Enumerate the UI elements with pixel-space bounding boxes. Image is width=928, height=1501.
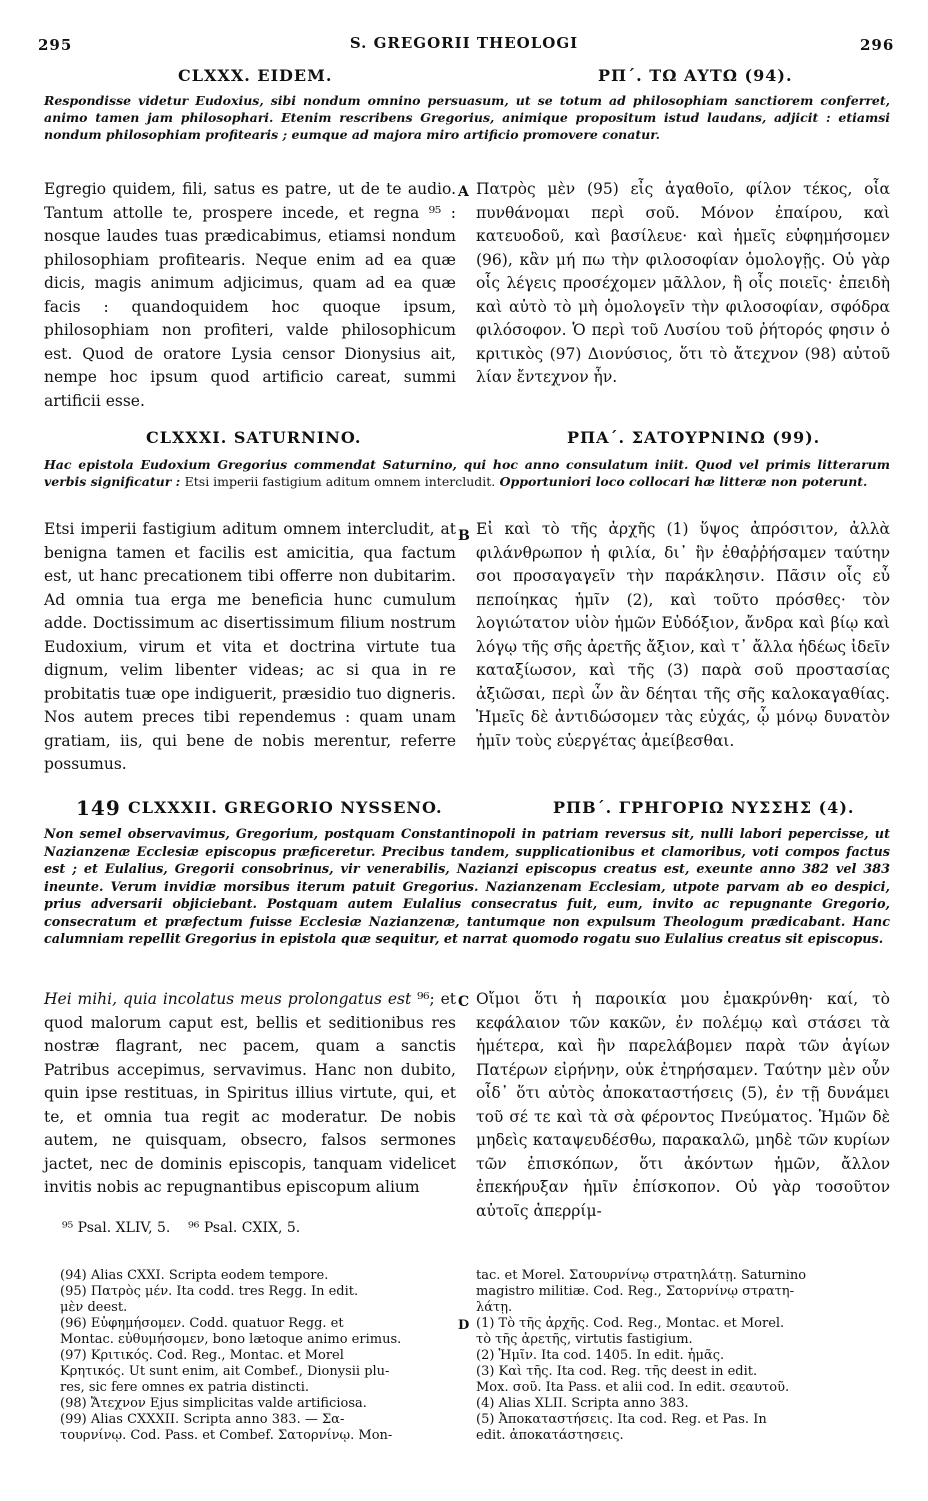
footnote-line: (2) Ἡμῖν. Ita cod. 1405. In edit. ἡμᾶς. xyxy=(476,1348,725,1363)
letter-181-greek-text: Εἰ καὶ τὸ τῆς ἀρχῆς (1) ὕψος ἀπρόσιτον, ἀλλὰ φιλάνθρωπον ἡ φιλία, δι᾽ ἣν ἐθαῤῥήσαμεν ταύτην σοι προσαγαγεῖν τὴν παράκλησιν. Πᾶσιν οἷς εὖ πεποίηκας ἡμῖν (2), καὶ τοῦτο πρόσθες· τὸν λογιώτατον υἱὸν ἡμῶν Εὐδόξιον, ἄνδρα καὶ βίῳ καὶ λόγῳ τῆς σῆς ἀρετῆς ἄξιον, καὶ τ᾽ ἄλλα ἡδέως ἰδεῖν καταξίωσον, καὶ τῆς (3) παρὰ σοῦ προστασίας ἀξιῶσαι, περὶ ὧν ἂν δέηται τῆς σῆς καλοκαγαθίας. Ἡμεῖς δὲ ἀντιδώσομεν τὰς εὐχάς, ᾧ μόνῳ δυνατὸν ἡμῖν τοὺς εὐεργέτας ἀμείβεσθαι. xyxy=(476,520,890,750)
footnote-line: tac. et Morel. Σατουρνίνῳ στρατηλάτῃ. Saturnino xyxy=(476,1268,807,1283)
footnote-line: (4) Alias XLII. Scripta anno 383. xyxy=(476,1396,689,1411)
letter-181-argument-italic: Hac epistola Eudoxium Gregorius commendat Saturnino, qui hoc anno consulatum iniit. Quod vel primis litterarum verbis significatur : xyxy=(44,457,890,489)
column-number: 149 xyxy=(76,796,121,820)
footnote-line: (99) Alias CXXXII. Scripta anno 383. — Σα- xyxy=(60,1412,345,1427)
margin-letter-b: B xyxy=(458,528,470,544)
footnote-line: (97) Κριτικός. Cod. Reg., Montac. et Morel xyxy=(60,1348,344,1363)
letter-181-latin-title: CLXXXI. SATURNINO. xyxy=(146,428,362,447)
scripture-references: ⁹⁵ Psal. XLIV, 5. ⁹⁶ Psal. CXIX, 5. xyxy=(62,1220,301,1236)
footnote-line: res, sic fere omnes ex patria distincti. xyxy=(60,1380,310,1395)
letter-180-argument: Respondisse videtur Eudoxius, sibi nondum omnino persuasum, ut se totum ad philosophiam sanctiorem conferret, animo tamen jam philosophari. Etenim rescribens Gregorius, animique propositum istud laudans, adjicit : etiamsi nondum philosophiam profitearis ; eumque ad majora miro artificio promovere conatur. xyxy=(44,93,890,142)
letter-182-argument: Non semel observavimus, Gregorium, postquam Constantinopoli in patriam reversus sit, nulli labori pepercisse, ut Nazianzenæ Ecclesiæ episcopus præficeretur. Precibus tandem, supplicationibus et clamoribus, voti compos factus est ; et Eulalius, Gregorii consobrinus, vir venerabilis, Nazianzi episcopus creatus est, exeunte anno 382 vel 383 ineunte. Verum invidiæ morsibus iterum patuit Gregorius. Nazianzenam Ecclesiam, utpote parvam ab eo despici, prius adversarii objiciebant. Postquam autem Eulalius consecratus fuit, eum, invito ac repugnante Gregorio, consecratum et præfectum fuisse Ecclesiæ Nazianzenæ, tantumque non expulsum Theologum prædicabant. Hanc calumniam repellit Gregorius in epistola quæ sequitur, et narrat quomodo rogatu suo Eulalius creatus sit episcopus. xyxy=(44,827,890,947)
letter-180-latin-text: Egregio quidem, fili, satus es patre, ut de te audio. Tantum attolle te, prospere incede, et regna ⁹⁵ : nosque laudes tuas prædicabimus, etiamsi nondum philosophiam profitearis. Neque enim ad ea quæ dicis, magis animum adjicimus, quam ad ea quæ facis : quandoquidem hoc quoque ipsum, philosophiam non profiteri, valde philosophicum est. Quod de oratore Lysia censor Dionysius ait, nempe hoc ipsum quod artificio careat, summi artificii esse. xyxy=(44,180,456,410)
footnote-line: (96) Εὐφημήσομεν. Codd. quatuor Regg. et xyxy=(60,1316,344,1331)
footnote-line: τουρνίνῳ. Cod. Pass. et Combef. Σατορνίνῳ. Mon- xyxy=(60,1428,393,1443)
footnote-line: edit. ἀποκατάστησεις. xyxy=(476,1428,624,1443)
letter-181-greek-title: ΡΠΑ΄. ΣΑΤΟΥΡΝΙΝΩ (99). xyxy=(567,428,821,447)
letter-182-latin-title: CLXXXII. GREGORIO NYSSENO. xyxy=(128,798,443,817)
letter-182-latin-text xyxy=(44,988,456,1208)
margin-letter-d: D xyxy=(458,1318,470,1333)
letter-182-latin-body: ; et quod malorum caput est, bellis et seditionibus res nostræ flagrant, nec pacem, quam a sanctis Patribus accepimus, servavimus. Hanc non dubito, quin ipse restituas, in Spiritus illius virtute, qui, et te, et omnia tua regit ac moderatur. De nobis autem, ne quisquam, obsecro, falsos sermones jactet, nec de dominis episcopis, tanquam videlicet invitis nobis ac repugnantibus episcopum alium xyxy=(44,990,456,1196)
margin-letter-c: C xyxy=(458,994,470,1010)
footnote-line: magistro militiæ. Cod. Reg., Σατορνίνῳ στρατη- xyxy=(476,1284,794,1299)
page-number-left: 295 xyxy=(38,36,73,54)
letter-182-greek-text: Οἴμοι ὅτι ἡ παροικία μου ἐμακρύνθη· καί, τὸ κεφάλαιον τῶν κακῶν, ἐν πολέμῳ καὶ στάσει τὰ ἡμέτερα, καὶ ἣν παρελάβομεν παρὰ τῶν ἁγίων Πατέρων εἰρήνην, οὐκ ἐτηρήσαμεν. Ταύτην μὲν οὖν οἶδ᾽ ὅτι αὐτὸς ἀποκαταστήσεις (5), ἐν τῇ δυνάμει τοῦ σέ τε καὶ τὰ σὰ φέροντος Πνεύματος. Ἡμῶν δὲ μηδεὶς καταψευδέσθω, παρακαλῶ, μηδὲ τῶν κυρίων τῶν ἐπισκόπων, ὅτι ἀκόντων ἡμῶν, ἄλλον ἐπεκήρυξαν ἡμῖν ἐπίσκοπον. Οὐ γὰρ τοσοῦτον αὐτοῖς ἀπερρίμ- xyxy=(476,990,890,1220)
letter-180-greek-text: Πατρὸς μὲν (95) εἶς ἀγαθοῖο, φίλον τέκος, οἷα πυνθάνομαι περὶ σοῦ. Μόνον ἐπαίρου, καὶ κατευοδοῦ, καὶ βασίλευε· καὶ ἡμεῖς εὐφημήσομεν (96), κἂν μή πω τὴν φιλοσοφίαν ὁμολογῇς. Οὐ γὰρ οἷς λέγεις προσέχομεν μᾶλλον, ἢ οἷς ποιεῖς· ἐπειδὴ καὶ αὐτὸ τὸ μὴ ὁμολογεῖν τὴν φιλοσοφίαν, σφόδρα φιλόσοφον. Ὁ περὶ τοῦ Λυσίου τοῦ ῥήτορός φησιν ὁ κριτικὸς (97) Διονύσιος, ὅτι τὸ ἄτεχνον (98) αὐτοῦ λίαν ἔντεχνον ἦν. xyxy=(476,180,890,386)
letter-182-latin-incipit: Hei mihi, quia incolatus meus prolongatus est xyxy=(44,990,412,1008)
footnote-line: (1) Τὸ τῆς ἀρχῆς. Cod. Reg., Montac. et Morel. xyxy=(476,1316,785,1331)
footnote-line: (95) Πατρὸς μέν. Ita codd. tres Regg. In edit. xyxy=(60,1284,359,1299)
footnote-line: μὲν deest. xyxy=(60,1300,128,1315)
margin-letter-a: A xyxy=(458,184,469,200)
letter-181-argument xyxy=(44,456,890,512)
running-title: S. GREGORII THEOLOGI xyxy=(349,34,579,52)
footnotes-left xyxy=(60,1268,458,1444)
letter-180-greek-title: ΡΠ΄. ΤΩ ΑΥΤΩ (94). xyxy=(598,66,793,85)
page-number-right: 296 xyxy=(860,36,895,54)
footnote-line: (98) Ἄτεχνον Ejus simplicitas valde artificiosa. xyxy=(60,1396,367,1411)
letter-180-latin-title: CLXXX. EIDEM. xyxy=(178,66,333,85)
letter-181-argument-italic-end: Opportuniori loco collocari hæ litteræ non poterunt. xyxy=(499,474,868,489)
letter-182-greek-title: ΡΠΒ΄. ΓΡΗΓΟΡΙΩ ΝΥΣΣΗΣ (4). xyxy=(553,798,855,817)
footnote-line: (3) Καὶ τῆς. Ita cod. Reg. τῆς deest in edit. xyxy=(476,1364,758,1379)
letter-182-scripture-ref: ⁹⁶ xyxy=(417,990,430,1008)
footnote-line: (94) Alias CXXI. Scripta eodem tempore. xyxy=(60,1268,329,1283)
footnote-line: λάτῃ. xyxy=(476,1300,513,1315)
footnote-line: Montac. εὐθυμήσομεν, bono lætoque animo erimus. xyxy=(60,1332,402,1347)
footnote-line: Κρητικός. Ut sunt enim, ait Combef., Dionysii plu- xyxy=(60,1364,390,1379)
footnote-line: (5) Ἀποκαταστήσεις. Ita cod. Reg. et Pas. In xyxy=(476,1412,767,1427)
letter-181-argument-roman: Etsi imperii fastigium aditum omnem intercludit. xyxy=(184,474,496,489)
footnotes-right xyxy=(476,1268,890,1444)
footnote-line: τὸ τῆς ἀρετῆς, virtutis fastigium. xyxy=(476,1332,693,1347)
footnote-line: Mox. σοῦ. Ita Pass. et alii cod. In edit. σεαυτοῦ. xyxy=(476,1380,790,1395)
letter-181-latin-text: Etsi imperii fastigium aditum omnem intercludit, at benigna tamen et facilis est amicitia, qua factum est, ut hanc precationem tibi offerre non dubitarim. Ad omnia tua erga me beneficia hunc cumulum adde. Doctissimum ac disertissimum filium nostrum Eudoxium, virum et vita et doctrina virtute tua dignum, velim libenter videas; ac si qua in re probitatis tuæ ope indiguerit, præsidio tuo digneris. Nos autem preces tibi rependemus : quam unam gratiam, iis, qui bene de nobis merentur, referre possumus. xyxy=(44,520,456,773)
